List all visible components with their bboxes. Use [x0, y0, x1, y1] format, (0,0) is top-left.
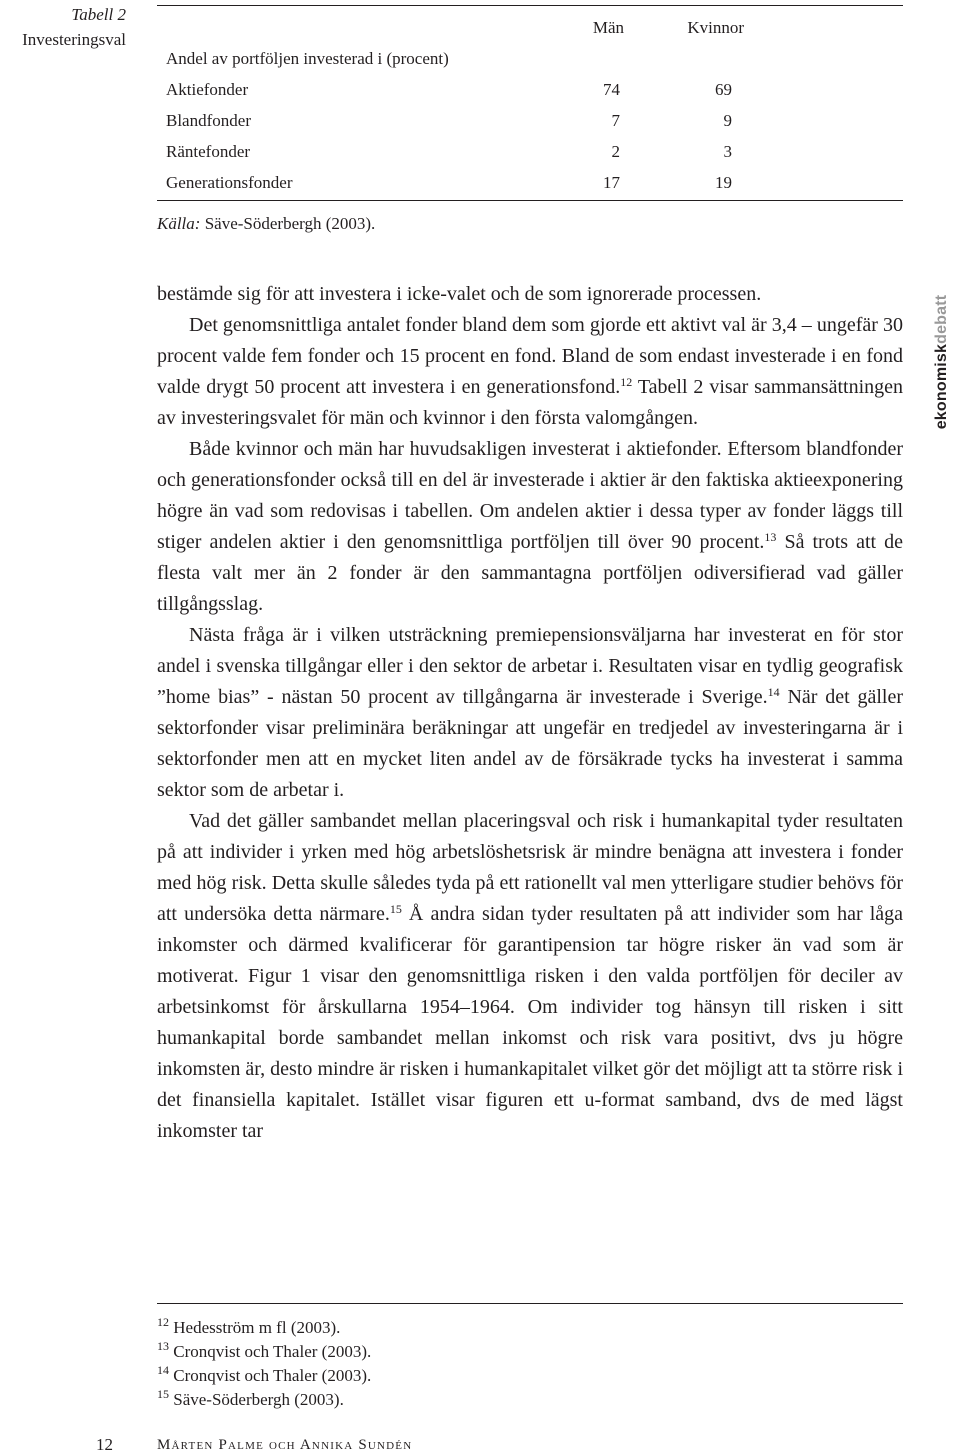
cell-women: 19 [715, 173, 732, 192]
paragraph-text: Nästa fråga är i vilken utsträckning premiepensionsväljarna har investerat en för stor andel i svenska tillgångar eller i den sektor de arbetar i. Resultaten visar en tydlig geografisk ”home bias” - nästan 50 procent av tillgångarna är investerade i Sverige. [157, 624, 903, 708]
paragraph-text: När det gäller sektorfonder visar preliminära beräkningar att ungefär en tredjedel av investeringarna är i sektorfonder men att en mycket liten andel av de försäkrade tycks ha investerat i samma sektor som de arbetar i. [157, 686, 903, 801]
header-women: Kvinnor [687, 18, 744, 37]
cell-men: 74 [603, 80, 620, 99]
row-label: Räntefonder [166, 142, 251, 161]
footnote-number: 15 [157, 1387, 169, 1401]
paragraph-text: Å andra sidan tyder resultaten på att individer som har låga inkomster och därmed kvalificerar för garantipension tar högre risker än vad som är motiverat. Figur 1 visar den genomsnittliga risken i den valda portföljen för deciler av arbetsinkomst för årskullarna 1954–1964. Om individer tog hänsyn till risken i sitt humankapital borde sambandet mellan inkomst och risk vara positivt, dvs ju högre inkomsten är, desto mindre är risken i humankapitalet vilket gör det möjligt att ta större risk i det finansiella kapitalet. Istället visar figuren ett u-format samband, dvs de med lägst inkomster tar [157, 903, 903, 1142]
table-row [166, 105, 746, 136]
footnote-ref: 15 [389, 902, 402, 916]
row-label: Blandfonder [166, 111, 251, 130]
journal-brand-vertical [933, 295, 951, 430]
cell-men: 7 [611, 111, 620, 130]
table-row [166, 43, 746, 74]
cell-women: 9 [723, 111, 732, 130]
footnote-number: 13 [157, 1339, 169, 1353]
footnote-text: Cronqvist och Thaler (2003). [173, 1366, 372, 1385]
footnote-ref: 13 [764, 530, 777, 544]
source-label: Källa: [157, 214, 201, 233]
paragraph [157, 806, 903, 1147]
table-caption [0, 2, 126, 52]
cell-men: 17 [603, 173, 620, 192]
cell-women: 3 [723, 142, 732, 161]
investment-table [166, 12, 746, 198]
brand-part-b: debatt [933, 294, 950, 344]
footnote-text: Cronqvist och Thaler (2003). [173, 1342, 372, 1361]
footnote-ref: 12 [620, 375, 633, 389]
footnote [157, 1388, 371, 1412]
paragraph [157, 434, 903, 620]
footnote-number: 12 [157, 1315, 169, 1329]
article-body [157, 279, 903, 1147]
header-men: Män [592, 18, 624, 37]
footnote [157, 1364, 371, 1388]
table-row [166, 136, 746, 167]
footnote-rule [157, 1303, 903, 1304]
footnote-text: Hedesström m fl (2003). [173, 1318, 341, 1337]
table-top-rule [157, 5, 903, 6]
table-header-row [166, 12, 746, 43]
footnote [157, 1316, 371, 1340]
row-label: Andel av portföljen investerad i (procent) [166, 49, 449, 68]
table-row [166, 167, 746, 198]
source-text: Säve-Söderbergh (2003). [204, 214, 376, 233]
footnotes [157, 1316, 371, 1412]
paragraph [157, 310, 903, 434]
paragraph-text: Det genomsnittliga antalet fonder bland dem som gjorde ett aktivt val är 3,4 – ungefär 30 procent valde fem fonder och 15 procent en fond. Bland de som endast investerade i en fond valde drygt 50 procent att investera i en generationsfond. [157, 314, 903, 398]
cell-women: 69 [715, 80, 732, 99]
paragraph-text: Tabell 2 visar sammansättningen av investeringsvalet för män och kvinnor i den första valomgången. [157, 376, 903, 429]
footnote-number: 14 [157, 1363, 169, 1377]
row-label: Generationsfonder [166, 173, 293, 192]
table-row [166, 74, 746, 105]
paragraph-text: Vad det gäller sambandet mellan placeringsval och risk i humankapital tyder resultaten på att individer i yrken med hög arbetslöshetsrisk är mindre benägna att investera i fonder med hög risk. Detta skulle således tyda på ett rationellt val men ytterligare studier behövs för att undersöka detta närmare. [157, 810, 903, 925]
table-bottom-rule [157, 200, 903, 201]
table-number: Tabell 2 [71, 5, 126, 24]
page-number: 12 [96, 1435, 113, 1454]
brand-part-a: ekonomisk [933, 343, 950, 430]
paragraph-text: bestämde sig för att investera i icke-valet och de som ignorerade processen. [157, 283, 762, 305]
cell-men: 2 [611, 142, 620, 161]
paragraph [157, 279, 903, 310]
paragraph-text: Så trots att de flesta valt mer än 2 fonder är den sammantagna portföljen odiversifierad vad gäller tillgångsslag. [157, 531, 903, 615]
paragraph-text: Både kvinnor och män har huvudsakligen investerat i aktiefonder. Eftersom blandfonder och generationsfonder också till en del är investerade i aktier är den faktiska aktieexponering högre än vad som redovisas i tabellen. Om andelen aktier i dessa typer av fonder läggs till stiger andelen aktier i den genomsnittliga portföljen till över 90 procent. [157, 438, 903, 553]
footnote-ref: 14 [767, 685, 780, 699]
table-source [157, 212, 375, 236]
footnote-text: Säve-Söderbergh (2003). [173, 1390, 344, 1409]
row-label: Aktiefonder [166, 80, 249, 99]
table-title: Investeringsval [22, 30, 126, 49]
footnote [157, 1340, 371, 1364]
paragraph [157, 620, 903, 806]
running-footer-authors: Mårten Palme och Annika Sundén [157, 1437, 413, 1453]
